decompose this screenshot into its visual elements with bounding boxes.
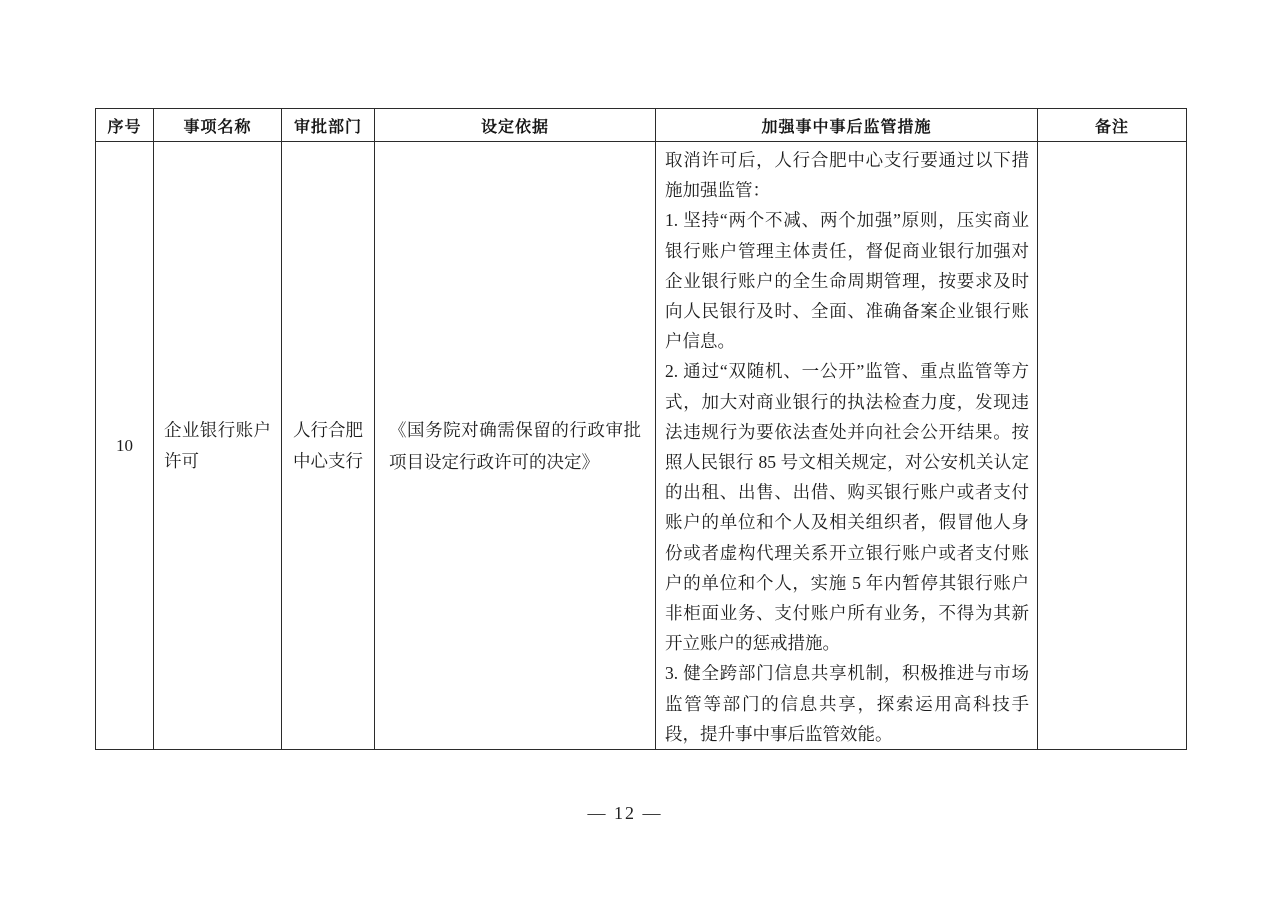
cell-department: 人行合肥中心支行 — [282, 142, 375, 750]
cell-seq-number: 10 — [96, 142, 154, 750]
cell-legal-basis: 《国务院对确需保留的行政审批项目设定行政许可的决定》 — [375, 142, 656, 750]
measure-intro-paragraph: 取消许可后，人行合肥中心支行要通过以下措施加强监管： — [665, 150, 1029, 201]
supervision-table — [95, 108, 1187, 750]
measure-item-3: 3. 健全跨部门信息共享机制，积极推进与市场监管等部门的信息共享，探索运用高科技手段，提升事中事后监管效能。 — [665, 663, 1029, 744]
table-header-row — [96, 109, 1187, 142]
measure-item-2: 2. 通过“双随机、一公开”监管、重点监管等方式，加大对商业银行的执法检查力度，发现违法违规行为要依法查处并向社会公开结果。按照人民银行 85 号文相关规定，对公安机关认定的出租、出售、出借、购买银行账户或者支付账户的单位和个人及相关组织者，假冒他人身份或者虚构代理关系开立银行账户或者支付账户的单位和个人，实施 5 年内暂停其银行账户非柜面业务、支付账户所有业务，不得为其新开立账户的惩戒措施。 — [665, 361, 1029, 654]
cell-remark — [1038, 142, 1187, 750]
col-header-seq: 序号 — [96, 109, 154, 142]
col-header-measure: 加强事中事后监管措施 — [656, 109, 1038, 142]
measure-item-1: 1. 坚持“两个不减、两个加强”原则，压实商业银行账户管理主体责任，督促商业银行加强对企业银行账户的全生命周期管理，按要求及时向人民银行及时、全面、准确备案企业银行账户信息。 — [665, 210, 1029, 352]
col-header-dept: 审批部门 — [282, 109, 375, 142]
cell-supervision-measures — [656, 142, 1038, 750]
col-header-basis: 设定依据 — [375, 109, 656, 142]
col-header-name: 事项名称 — [154, 109, 282, 142]
cell-item-name: 企业银行账户许可 — [154, 142, 282, 750]
col-header-remark: 备注 — [1038, 109, 1187, 142]
table-row — [96, 142, 1187, 750]
page-number: — 12 — — [587, 803, 663, 823]
